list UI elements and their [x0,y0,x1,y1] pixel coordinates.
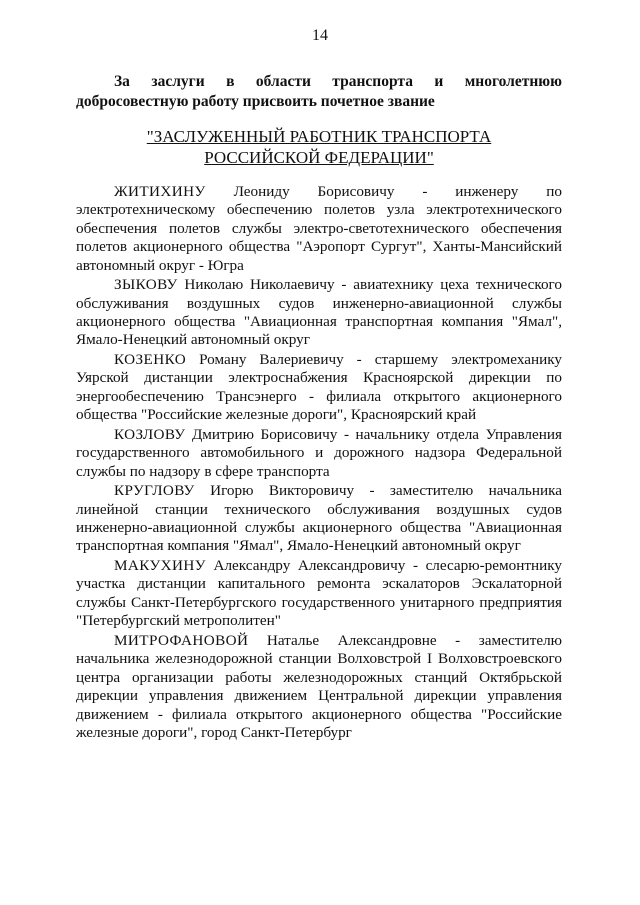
awardee-surname: КОЗЕНКО [114,351,187,369]
award-intro-line-2: добросовестную работу присвоить почетное звание [76,93,435,110]
awardee-details: Леониду Борисовичу - инженеру по электротехническому обеспечению полетов узла электротехнического обеспечения полетов службы электро-светотехнического обеспечения полетов акционерного общества "Аэропорт Сургут", Ханты-Мансийский автономный округ - Югра [76,183,562,274]
awardee-entry [76,351,562,425]
awardee-entry [76,426,562,481]
awardee-surname: МИТРОФАНОВОЙ [114,631,249,649]
awardee-details: Роману Валериевичу - старшему электромеханику Уярской дистанции электроснабжения Красноярской дирекции по энергообеспечению Трансэнерго - филиала открытого акционерного общества "Российские железные дороги", Красноярский край [76,351,562,424]
awardee-details: Игорю Викторовичу - заместителю начальника линейной станции технического обслуживания воздушных судов инженерно-авиационной службы акционерного общества "Авиационная транспортная компания "Ямал", Ямало-Ненецкий автономный округ [76,482,562,555]
awardee-surname: ЖИТИХИНУ [114,183,206,200]
awardee-details: Александру Александровичу - слесарю-ремонтнику участка дистанции капитального ремонта эскалаторов Эскалаторной службы Санкт-Петербургского государственного унитарного предприятия "Петербургский метрополитен" [76,557,562,630]
honorary-title-line-1: "ЗАСЛУЖЕННЫЙ РАБОТНИК ТРАНСПОРТА [146,127,492,146]
page-number: 14 [312,27,328,44]
awardee-entry [76,276,562,350]
awardee-details: Дмитрию Борисовичу - начальнику отдела Управления государственного автомобильного и дорожного надзора Федеральной службы по надзору в сфере транспорта [76,425,562,480]
honorary-title [76,126,562,168]
awardee-surname: КРУГЛОВУ [114,482,195,500]
awardee-entry [76,482,562,556]
award-intro [76,72,562,112]
awardee-surname: ЗЫКОВУ [114,276,178,294]
awardee-surname: МАКУХИНУ [114,557,206,575]
awardee-surname: КОЗЛОВУ [114,425,186,443]
awardee-entry [76,632,562,742]
awardee-details: Николаю Николаевичу - авиатехнику цеха технического обслуживания воздушных судов инженерно-авиационной службы акционерного общества "Авиационная транспортная компания "Ямал", Ямало-Ненецкий автономный округ [76,276,562,349]
awardee-details: Наталье Александровне - заместителю начальника железнодорожной станции Волховстрой I Волховстроевского центра организации работы железнодорожных станций Октябрьской дирекции управления движением Центральной дирекции управления движением - филиала открытого акционерного общества "Российские железные дороги", город Санкт-Петербург [76,631,562,741]
awardee-entry [76,557,562,631]
award-intro-line-1: За заслуги в области транспорта и многолетнюю [114,73,562,90]
honorary-title-line-2: РОССИЙСКОЙ ФЕДЕРАЦИИ" [204,148,434,167]
awardee-entry [76,183,562,275]
awardee-list [76,183,562,744]
